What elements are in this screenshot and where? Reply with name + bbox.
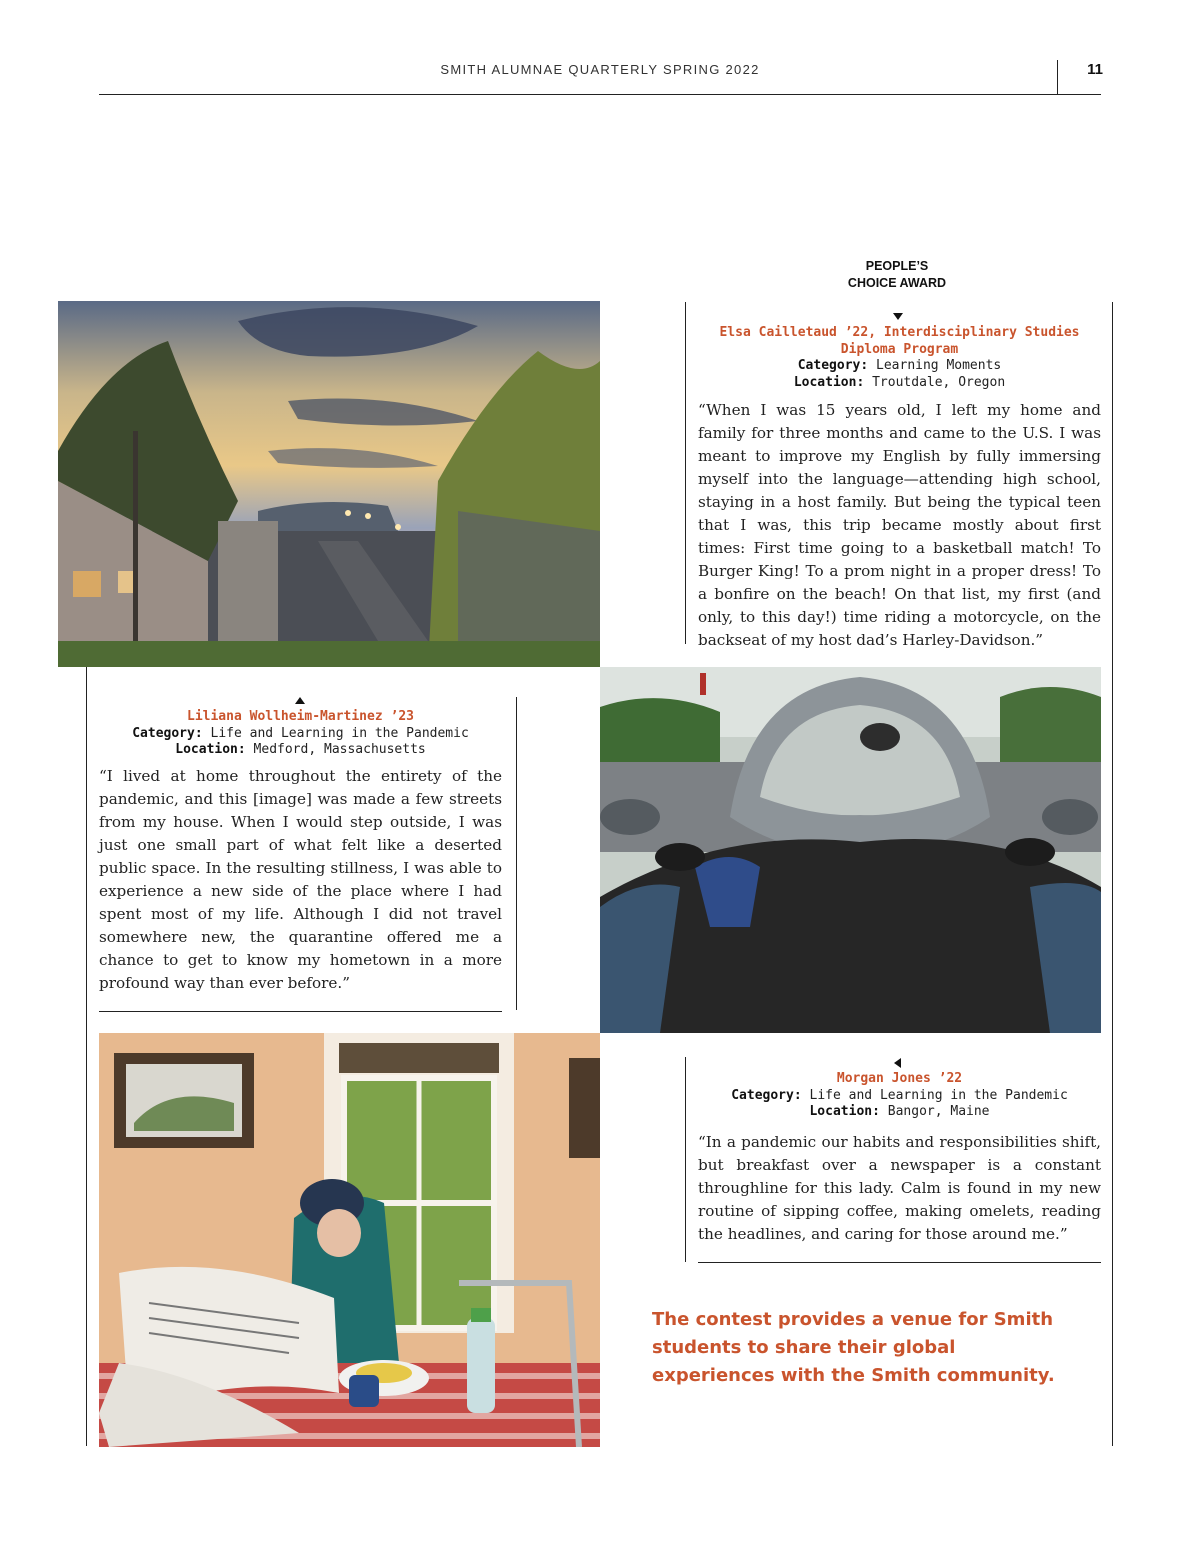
left-column-rule bbox=[86, 667, 87, 1446]
photo-street-sunset bbox=[58, 301, 600, 667]
triangle-up-icon bbox=[295, 697, 305, 704]
morgan-left-rule bbox=[685, 1057, 686, 1262]
elsa-caption bbox=[698, 325, 1101, 391]
morgan-quote: “In a pandemic our habits and responsibilities shift, but breakfast over a newspaper is a constant throughline for this lady. Calm is found in my new routine of sipping coffee, making omelets, reading the headlines, and caring for those around me.” bbox=[698, 1133, 1101, 1243]
elsa-location-label: Location: bbox=[793, 374, 865, 390]
morgan-location-label: Location: bbox=[809, 1104, 880, 1119]
liliana-right-rule bbox=[516, 697, 517, 1010]
photo-breakfast-newspaper bbox=[99, 1033, 600, 1447]
publication-header: SMITH ALUMNAE QUARTERLY SPRING 2022 bbox=[440, 62, 760, 77]
pull-quote: The contest provides a venue for Smith students to share their global experiences with the Smith community. bbox=[652, 1309, 1055, 1386]
liliana-category: Life and Learning in the Pandemic bbox=[210, 725, 469, 741]
liliana-location-label: Location: bbox=[175, 742, 246, 757]
elsa-location: Troutdale, Oregon bbox=[872, 374, 1006, 390]
right-column-rule bbox=[1112, 302, 1113, 1446]
photo-motorcycle-helmet bbox=[600, 667, 1101, 1033]
elsa-category-label: Category: bbox=[797, 358, 869, 373]
morgan-caption bbox=[698, 1071, 1101, 1121]
liliana-location: Medford, Massachusetts bbox=[253, 742, 426, 757]
elsa-quote: “When I was 15 years old, I left my home and family for three months and came to the U.S. I was meant to improve my English by fully immersing myself into the language—attending high school, staying in a host family. But being the typical teen that I was, this trip became mostly about first times: First time going to a basketball match! To Burger King! To a prom night in a proper dress! To a bonfire on the beach! On that list, my first (and only, to this day!) time riding a motorcycle, on the backseat of my host dad’s Harley-Davidson.” bbox=[698, 401, 1101, 649]
liliana-category-label: Category: bbox=[132, 725, 203, 741]
triangle-down-icon bbox=[893, 313, 903, 320]
liliana-caption bbox=[99, 709, 502, 759]
triangle-left-icon bbox=[894, 1058, 901, 1068]
elsa-left-rule bbox=[685, 302, 686, 644]
morgan-location: Bangor, Maine bbox=[887, 1104, 990, 1119]
header-rule bbox=[99, 94, 1101, 95]
elsa-name: Elsa Cailletaud ’22, Interdisciplinary Studies Diploma Program bbox=[719, 325, 1080, 357]
peoples-choice-award-label: PEOPLE’S CHOICE AWARD bbox=[847, 259, 947, 290]
header-divider bbox=[1057, 60, 1058, 95]
morgan-name: Morgan Jones ’22 bbox=[836, 1071, 963, 1086]
morgan-bottom-rule bbox=[698, 1262, 1101, 1263]
liliana-quote: “I lived at home throughout the entirety of the pandemic, and this [image] was made a few streets from my house. When I would step outside, I was just one small part of what felt like a deserted public space. In the resulting stillness, I was able to experience a new side of the place where I had spent most of my life. Although I did not travel somewhere new, the quarantine offered me a chance to get to know my hometown in a more profound way than ever before.” bbox=[99, 767, 502, 992]
page-number: 11 bbox=[1087, 61, 1103, 78]
morgan-category: Life and Learning in the Pandemic bbox=[809, 1087, 1068, 1103]
liliana-bottom-rule bbox=[99, 1011, 502, 1012]
liliana-name: Liliana Wollheim-Martinez ’23 bbox=[187, 709, 414, 724]
morgan-category-label: Category: bbox=[731, 1087, 802, 1103]
elsa-category: Learning Moments bbox=[876, 358, 1002, 373]
